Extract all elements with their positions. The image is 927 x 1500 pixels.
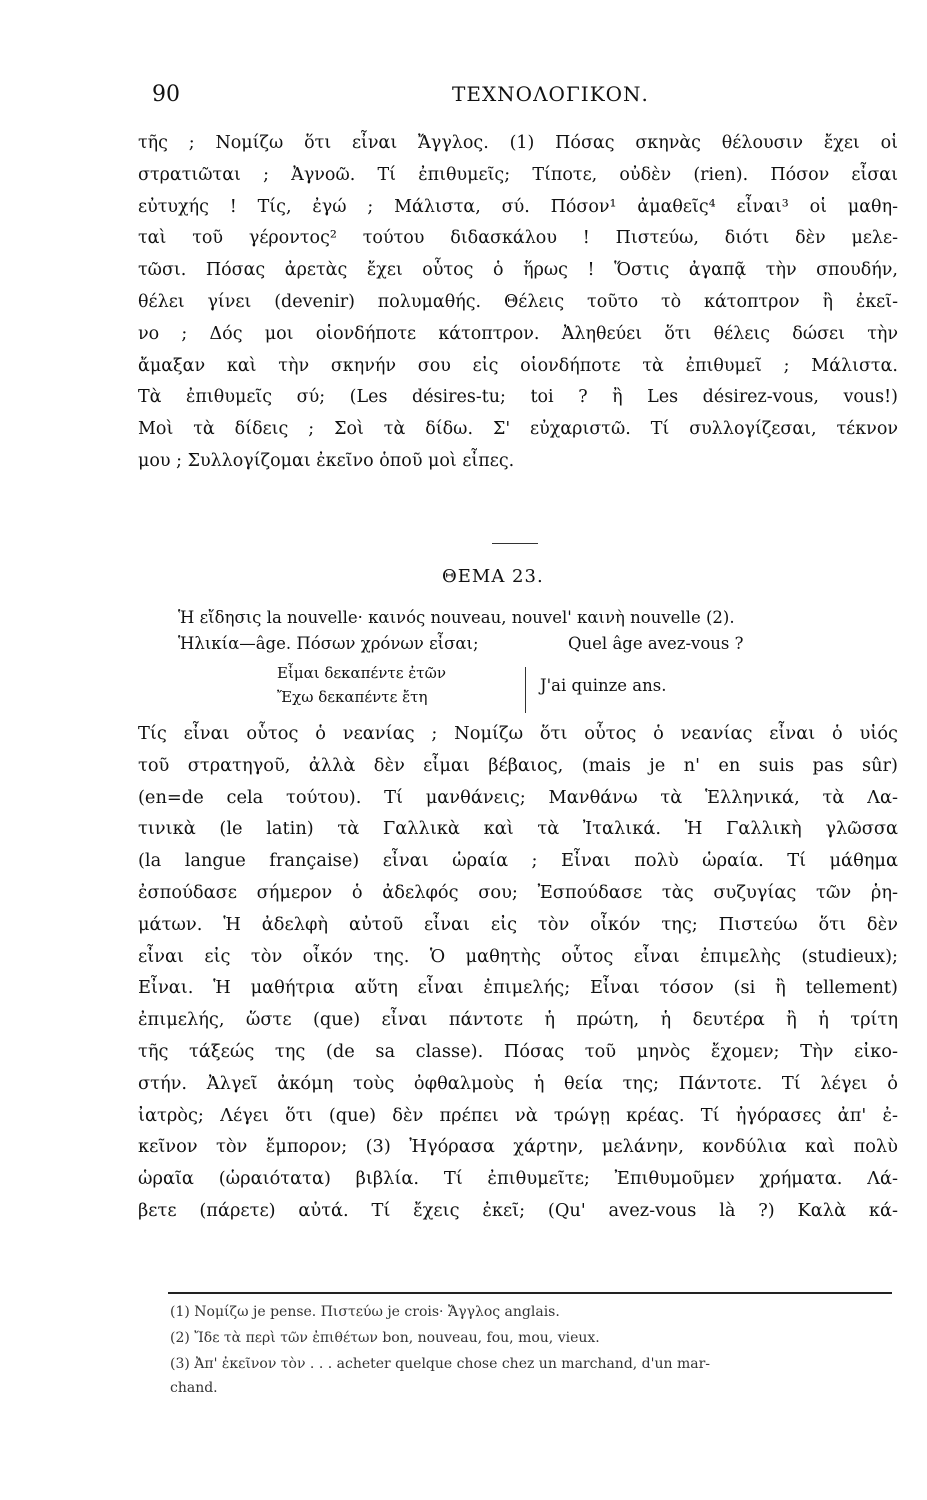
text-line: τοῦ στρατηγοῦ, ἀλλὰ δὲν εἶμαι βέβαιος, (mais je n' en suis pas sûr) bbox=[138, 754, 898, 776]
vocab-line: Εἶμαι δεκαπέντε ἐτῶν bbox=[277, 664, 446, 682]
text-line: νο ; Δός μοι οἱονδήποτε κάτοπτρον. Ἀληθεύει ὅτι θέλεις δώσει τὴν bbox=[138, 323, 898, 344]
text-line: μάτων. Ἡ ἀδελφὴ αὐτοῦ εἶναι εἰς τὸν οἶκόν της; Πιστεύω ὅτι δὲν bbox=[138, 913, 898, 935]
theme-heading: ΘΕΜΑ 23. bbox=[442, 566, 544, 587]
text-line: Μοὶ τὰ δίδεις ; Σοὶ τὰ δίδω. Σ' εὐχαριστῶ. Τί συλλογίζεσαι, τέκνον bbox=[138, 419, 898, 440]
text-line: ἰατρὸς; Λέγει ὅτι (que) δὲν πρέπει νὰ τρώγῃ κρέας. Τί ἠγόρασες ἀπ' ἐ- bbox=[138, 1104, 898, 1126]
text-line: μου ; Συλλογίζομαι ἐκεῖνο ὁποῦ μοὶ εἶπες. bbox=[138, 450, 515, 471]
vocab-line: Quel âge avez-vous ? bbox=[568, 634, 744, 653]
page-number: 90 bbox=[152, 82, 180, 107]
vocab-line: Ἡ εἴδησις la nouvelle· καινός nouveau, nouvel' καινὴ nouvelle (2). bbox=[178, 608, 735, 627]
text-line: ἐπιμελής, ὥστε (que) εἶναι πάντοτε ἡ πρώτη, ἡ δευτέρα ἢ ἡ τρίτη bbox=[138, 1009, 898, 1031]
text-line: εὐτυχής ! Τίς, ἐγώ ; Μάλιστα, σύ. Πόσον¹ ἀμαθεῖς⁴ εἶναι³ οἱ μαθη- bbox=[138, 196, 898, 217]
text-line: στρατιῶται ; Ἀγνοῶ. Τί ἐπιθυμεῖς; Τίποτε, οὐδὲν (rien). Πόσον εἶσαι bbox=[138, 164, 898, 185]
text-line: Εἶναι. Ἡ μαθήτρια αὕτη εἶναι ἐπιμελής; Εἶναι τόσον (si ἢ tellement) bbox=[138, 977, 898, 999]
section-divider bbox=[492, 543, 538, 544]
text-line: ἄμαξαν καὶ τὴν σκηνήν σου εἰς οἱονδήποτε τὰ ἐπιθυμεῖ ; Μάλιστα. bbox=[138, 355, 898, 376]
text-line: ταὶ τοῦ γέροντος² τούτου διδασκάλου ! Πιστεύω, διότι δὲν μελε- bbox=[138, 228, 898, 249]
text-line: ἐσπούδασε σήμερον ὁ ἀδελφός σου; Ἐσπούδασε τὰς συζυγίας τῶν ῥη- bbox=[138, 881, 898, 903]
text-line: τῶσι. Πόσας ἀρετὰς ἔχει οὗτος ὁ ἥρως ! Ὅστις ἀγαπᾷ τὴν σπουδήν, bbox=[138, 260, 898, 281]
vocab-line: J'ai quinze ans. bbox=[540, 676, 667, 695]
text-line: τῆς ; Νομίζω ὅτι εἶναι Ἄγγλος. (1) Πόσας σκηνὰς θέλουσιν ἔχει οἱ bbox=[138, 133, 898, 153]
text-line: Τίς εἶναι οὗτος ὁ νεανίας ; Νομίζω ὅτι οὗτος ὁ νεανίας εἶναι ὁ υἱός bbox=[138, 723, 898, 744]
footnote: chand. bbox=[170, 1380, 218, 1396]
paragraph-1 bbox=[138, 128, 898, 478]
text-line: κεῖνον τὸν ἔμπορον; (3) Ἠγόρασα χάρτην, μελάνην, κονδύλια καὶ πολὺ bbox=[138, 1136, 898, 1158]
text-line: Τὰ ἐπιθυμεῖς σύ; (Les désires-tu; toi ? ἢ Les désirez-vous, vous!) bbox=[138, 387, 898, 408]
footnote: (3) Ἀπ' ἐκεῖνον τὸν . . . acheter quelque chose chez un marchand, d'un mar- bbox=[170, 1356, 711, 1372]
brace-mark bbox=[525, 667, 532, 713]
vocab-line: Ἡλικία—âge. Πόσων χρόνων εἶσαι; bbox=[178, 634, 479, 653]
footnote: (1) Νομίζω je pense. Πιστεύω je crois· Ἄγγλος anglais. bbox=[170, 1304, 560, 1320]
text-line: τῆς τάξεώς της (de sa classe). Πόσας τοῦ μηνὸς ἔχομεν; Τὴν εἰκο- bbox=[138, 1040, 898, 1062]
text-line: θέλει γίνει (devenir) πολυμαθής. Θέλεις τοῦτο τὸ κάτοπτρον ἢ ἐκεῖ- bbox=[138, 291, 898, 312]
text-line: ὡραῖα (ὡραιότατα) βιβλία. Τί ἐπιθυμεῖτε; Ἐπιθυμοῦμεν χρήματα. Λά- bbox=[138, 1168, 898, 1190]
footnote-rule bbox=[168, 1292, 892, 1294]
text-line: (la langue française) εἶναι ὡραία ; Εἶναι πολὺ ὡραία. Τί μάθημα bbox=[138, 850, 898, 872]
running-title: ΤΕΧΝΟΛΟΓΙΚΟΝ. bbox=[452, 82, 649, 106]
text-line: βετε (πάρετε) αὐτά. Τί ἔχεις ἐκεῖ; (Qu' avez-vous là ?) Καλὰ κά- bbox=[138, 1199, 898, 1221]
text-line: στήν. Ἀλγεῖ ἀκόμη τοὺς ὀφθαλμοὺς ἡ θεία της; Πάντοτε. Τί λέγει ὁ bbox=[138, 1072, 898, 1094]
footnote: (2) Ἴδε τὰ περὶ τῶν ἐπιθέτων bon, nouveau, fou, mou, vieux. bbox=[170, 1330, 600, 1346]
paragraph-2 bbox=[138, 718, 898, 1227]
text-line: εἶναι εἰς τὸν οἶκόν της. Ὁ μαθητὴς οὗτος εἶναι ἐπιμελὴς (studieux); bbox=[138, 945, 898, 967]
vocab-line: Ἔχω δεκαπέντε ἔτη bbox=[277, 688, 428, 706]
text-line: τινικὰ (le latin) τὰ Γαλλικὰ καὶ τὰ Ἰταλικά. Ἡ Γαλλικὴ γλῶσσα bbox=[138, 818, 898, 840]
text-line: (en=de cela τούτου). Τί μανθάνεις; Μανθάνω τὰ Ἑλληνικά, τὰ Λα- bbox=[138, 786, 898, 808]
